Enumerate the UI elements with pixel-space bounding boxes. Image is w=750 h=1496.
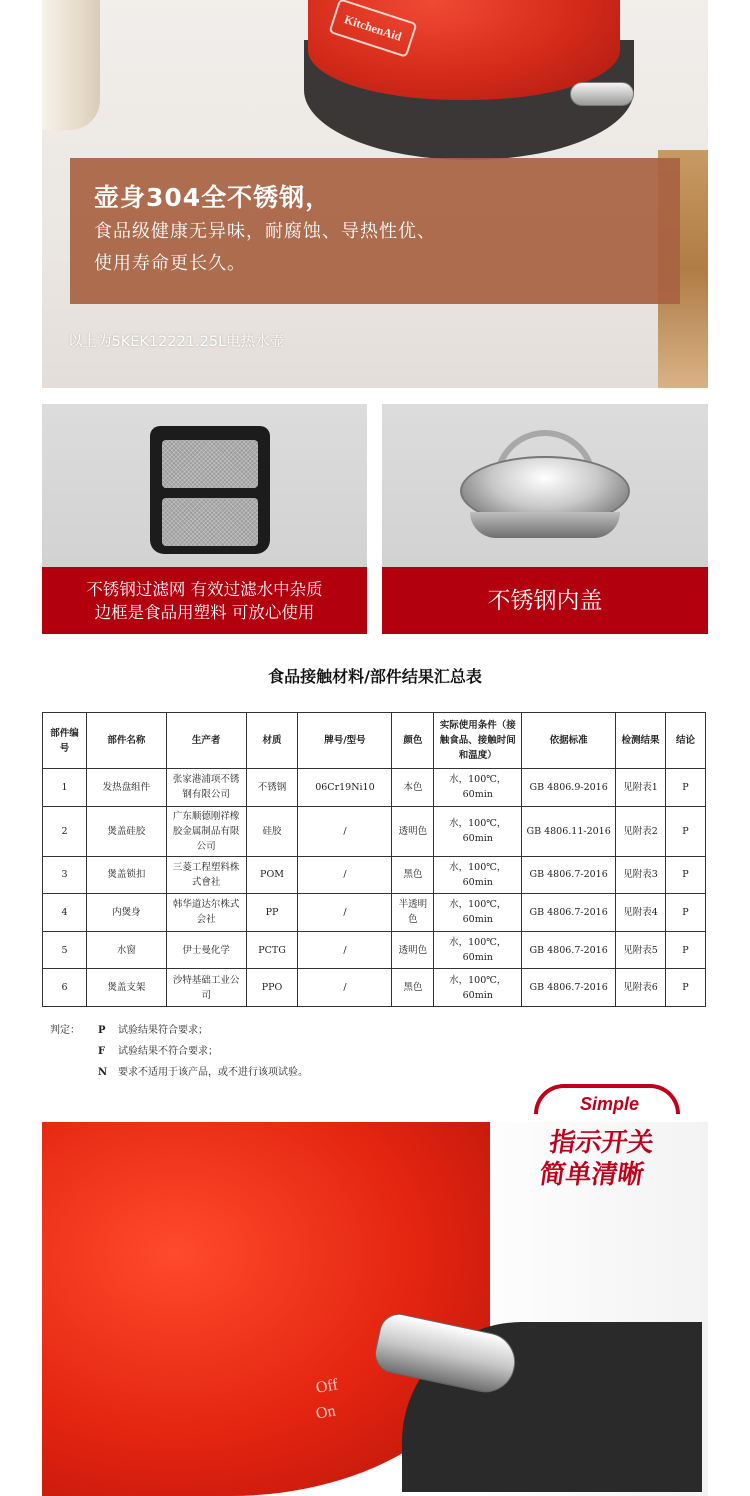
table-row — [43, 894, 706, 932]
table-cell: 06Cr19Ni10 — [298, 769, 392, 807]
table-cell: 水，100℃，60min — [434, 931, 522, 969]
table-cell: 水，100℃，60min — [434, 806, 522, 856]
table-cell: GB 4806.7-2016 — [522, 894, 616, 932]
table-cell: 见附表3 — [616, 856, 666, 894]
table-cell: 水，100℃，60min — [434, 769, 522, 807]
table-cell: PP — [246, 894, 298, 932]
note-lead: 判定： — [50, 1025, 80, 1036]
table-cell: 水，100℃，60min — [434, 894, 522, 932]
table-row — [43, 931, 706, 969]
banner-headline: 壶身304全不锈钢， — [94, 183, 332, 212]
switch-lever-icon — [570, 82, 634, 106]
table-cell: 透明色 — [392, 931, 434, 969]
table-row — [43, 806, 706, 856]
table-row — [43, 769, 706, 807]
table-cell: / — [298, 856, 392, 894]
stamp-line-2: 简单清晰 — [537, 1160, 646, 1190]
table-row — [43, 969, 706, 1007]
table-cell: 1 — [43, 769, 87, 807]
note-text: 试验结果符合要求； — [118, 1025, 208, 1036]
banner-line-1: 食品级健康无异味，耐腐蚀、导热性优、 — [94, 221, 436, 242]
filter-label-line-2: 边框是食品用塑料 可放心使用 — [94, 602, 315, 622]
table-cell: P — [665, 894, 705, 932]
stamp-word: Simple — [580, 1094, 640, 1114]
table-cell: 张家港浦项不锈钢有限公司 — [166, 769, 246, 807]
table-cell: GB 4806.7-2016 — [522, 856, 616, 894]
table-cell: 韩华道达尔株式会社 — [166, 894, 246, 932]
table-cell: 水，100℃，60min — [434, 856, 522, 894]
header-cell: 实际使用条件（接触食品、接触时间和温度） — [434, 713, 522, 769]
table-cell: 6 — [43, 969, 87, 1007]
table-cell: GB 4806.7-2016 — [522, 931, 616, 969]
table-cell: / — [298, 894, 392, 932]
table-cell: P — [665, 931, 705, 969]
table-cell: 见附表4 — [616, 894, 666, 932]
banner-line-2: 使用寿命更长久。 — [94, 253, 246, 274]
table-cell: GB 4806.9-2016 — [522, 769, 616, 807]
table-cell: 2 — [43, 806, 87, 856]
table-cell: / — [298, 969, 392, 1007]
note-code: P — [98, 1025, 106, 1036]
table-cell: 见附表1 — [616, 769, 666, 807]
table-cell: 本色 — [392, 769, 434, 807]
lid-label-text: 不锈钢内盖 — [487, 587, 603, 614]
note-row — [50, 1041, 308, 1062]
table-header-row — [43, 713, 706, 769]
filter-mesh-icon — [150, 426, 270, 554]
table-cell: P — [665, 969, 705, 1007]
table-title: 食品接触材料/部件结果汇总表 — [268, 667, 482, 686]
glass-image — [42, 0, 100, 130]
header-cell: 依据标准 — [522, 713, 616, 769]
table-cell: 煲盖支架 — [86, 969, 166, 1007]
table-cell: 三菱工程塑料株式會社 — [166, 856, 246, 894]
table-cell: 半透明色 — [392, 894, 434, 932]
table-cell: 沙特基础工业公司 — [166, 969, 246, 1007]
table-cell: 发热盘组件 — [86, 769, 166, 807]
header-cell: 检测结果 — [616, 713, 666, 769]
table-cell: PCTG — [246, 931, 298, 969]
table-cell: 黑色 — [392, 856, 434, 894]
note-code: N — [98, 1067, 108, 1078]
note-row — [50, 1020, 308, 1041]
table-cell: PPO — [246, 969, 298, 1007]
table-cell: POM — [246, 856, 298, 894]
table-cell: 水窗 — [86, 931, 166, 969]
stamp-line-1: 指示开关 — [547, 1128, 656, 1158]
table-cell: 煲盖硅胶 — [86, 806, 166, 856]
filter-panel — [42, 404, 367, 634]
table-cell: 不锈钢 — [246, 769, 298, 807]
note-code: F — [98, 1046, 106, 1057]
header-cell: 结论 — [665, 713, 705, 769]
table-cell: 4 — [43, 894, 87, 932]
table-cell: 见附表6 — [616, 969, 666, 1007]
table-cell: 煲盖锁扣 — [86, 856, 166, 894]
table-row — [43, 856, 706, 894]
note-text: 要求不适用于该产品，或不进行该项试验。 — [118, 1067, 308, 1078]
header-cell: 牌号/型号 — [298, 713, 392, 769]
table-cell: / — [298, 931, 392, 969]
feature-banner — [70, 158, 680, 304]
table-cell: P — [665, 806, 705, 856]
lid-label — [382, 567, 708, 634]
filter-photo — [42, 404, 367, 567]
judgement-notes — [50, 1020, 308, 1083]
header-cell: 部件名称 — [86, 713, 166, 769]
header-cell: 材质 — [246, 713, 298, 769]
switch-on-label: On — [314, 1402, 337, 1423]
model-caption: 以上为5KEK12221.25L电热水壶 — [68, 334, 285, 350]
table-cell: 广东顺德刚祥橡胶金属制品有限公司 — [166, 806, 246, 856]
note-text: 试验结果不符合要求； — [118, 1046, 218, 1057]
material-table — [42, 712, 706, 1007]
table-cell: 内煲身 — [86, 894, 166, 932]
table-cell: GB 4806.7-2016 — [522, 969, 616, 1007]
lid-rim — [470, 512, 620, 538]
note-row — [50, 1062, 308, 1083]
table-cell: 水，100℃，60min — [434, 969, 522, 1007]
table-cell: 透明色 — [392, 806, 434, 856]
table-cell: P — [665, 769, 705, 807]
lid-panel — [382, 404, 708, 634]
table-cell: 硅胶 — [246, 806, 298, 856]
header-cell: 部件编号 — [43, 713, 87, 769]
table-cell: P — [665, 856, 705, 894]
table-cell: 5 — [43, 931, 87, 969]
table-cell: 3 — [43, 856, 87, 894]
filter-label — [42, 567, 367, 634]
table-cell: 见附表2 — [616, 806, 666, 856]
filter-label-line-1: 不锈钢过滤网 有效过滤水中杂质 — [86, 579, 323, 599]
switch-off-label: Off — [314, 1376, 340, 1397]
table-cell: GB 4806.11-2016 — [522, 806, 616, 856]
lid-photo — [382, 404, 708, 567]
hero-section — [42, 0, 708, 388]
header-cell: 生产者 — [166, 713, 246, 769]
table-cell: / — [298, 806, 392, 856]
table-cell: 黑色 — [392, 969, 434, 1007]
simple-stamp — [530, 1084, 684, 1204]
table-cell: 伊士曼化学 — [166, 931, 246, 969]
brand-logo: KitchenAid — [328, 0, 417, 58]
header-cell: 颜色 — [392, 713, 434, 769]
table-cell: 见附表5 — [616, 931, 666, 969]
